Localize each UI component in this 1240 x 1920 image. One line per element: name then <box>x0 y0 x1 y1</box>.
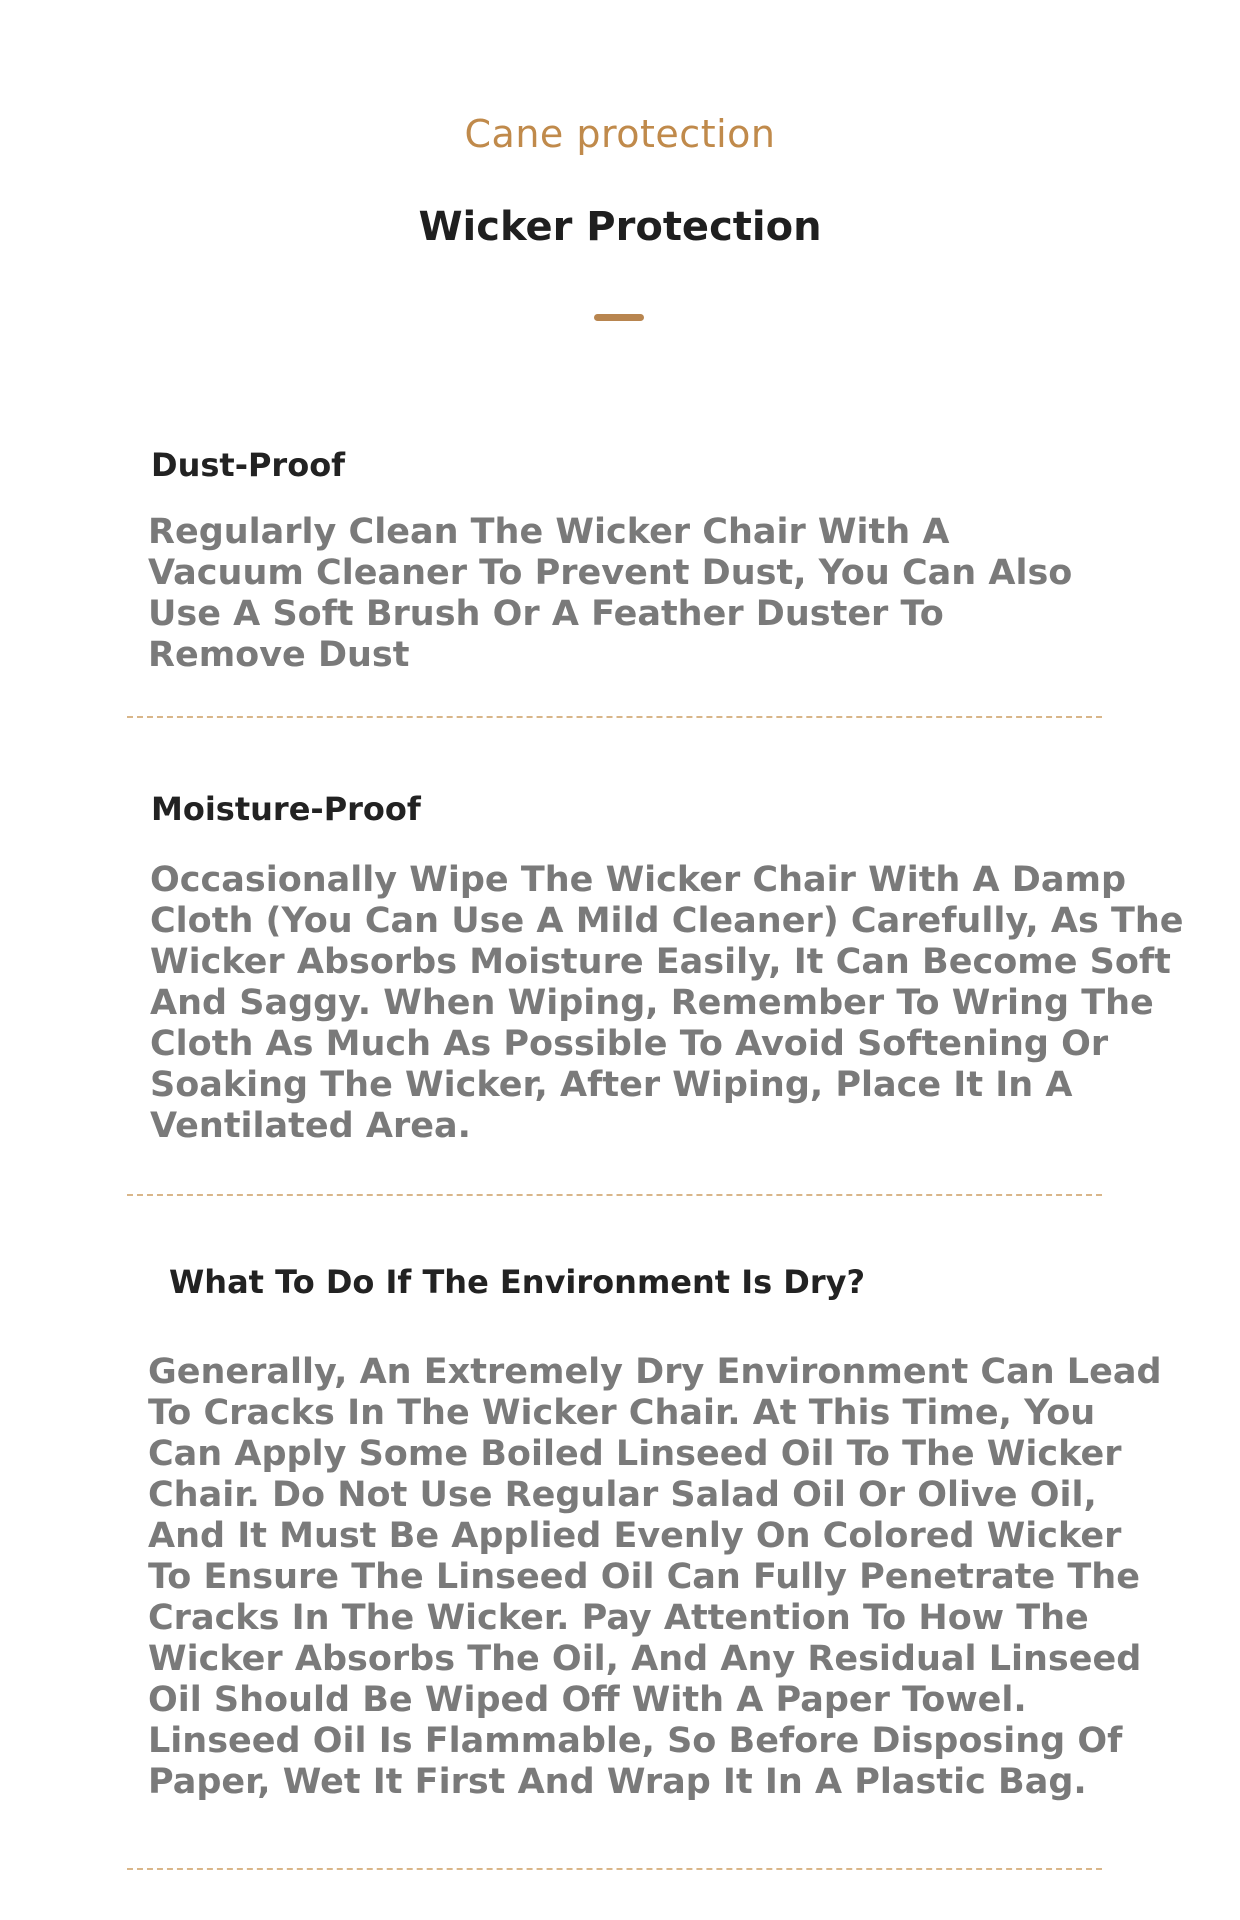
section-heading-dust-proof: Dust-Proof <box>151 446 346 484</box>
title-underline <box>594 314 644 321</box>
section-heading-moisture-proof: Moisture-Proof <box>151 790 421 828</box>
section-divider <box>127 716 1102 718</box>
section-body-dry-environment: Generally, An Extremely Dry Environment Can Lead To Cracks In The Wicker Chair. At This Time, You Can Apply Some Boiled Linseed Oil To The Wicker Chair. Do Not Use Regular Salad Oil Or Olive Oil, And It Must Be Applied Evenly On Colored Wicker To Ensure The Linseed Oil Can Fully Penetrate The Cracks In The Wicker. Pay Attention To How The Wicker Absorbs The Oil, And Any Residual Linseed Oil Should Be Wiped Off With A Paper Towel. Linseed Oil Is Flammable, So Before Disposing Of Paper, Wet It First And Wrap It In A Plastic Bag. <box>148 1352 1162 1802</box>
section-divider <box>127 1868 1102 1870</box>
section-body-dust-proof: Regularly Clean The Wicker Chair With A Vacuum Cleaner To Prevent Dust, You Can Also Use A Soft Brush Or A Feather Duster To Remove Dust <box>148 512 1073 675</box>
section-heading-dry-environment: What To Do If The Environment Is Dry? <box>169 1263 866 1301</box>
page-title: Wicker Protection <box>418 204 822 250</box>
section-divider <box>127 1194 1102 1196</box>
section-body-moisture-proof: Occasionally Wipe The Wicker Chair With A Damp Cloth (You Can Use A Mild Cleaner) Carefully, As The Wicker Absorbs Moisture Easily, It Can Become Soft And Saggy. When Wiping, Remember To Wring The Cloth As Much As Possible To Avoid Softening Or Soaking The Wicker, After Wiping, Place It In A Ventilated Area. <box>150 860 1184 1146</box>
page-subtitle: Cane protection <box>464 112 776 156</box>
